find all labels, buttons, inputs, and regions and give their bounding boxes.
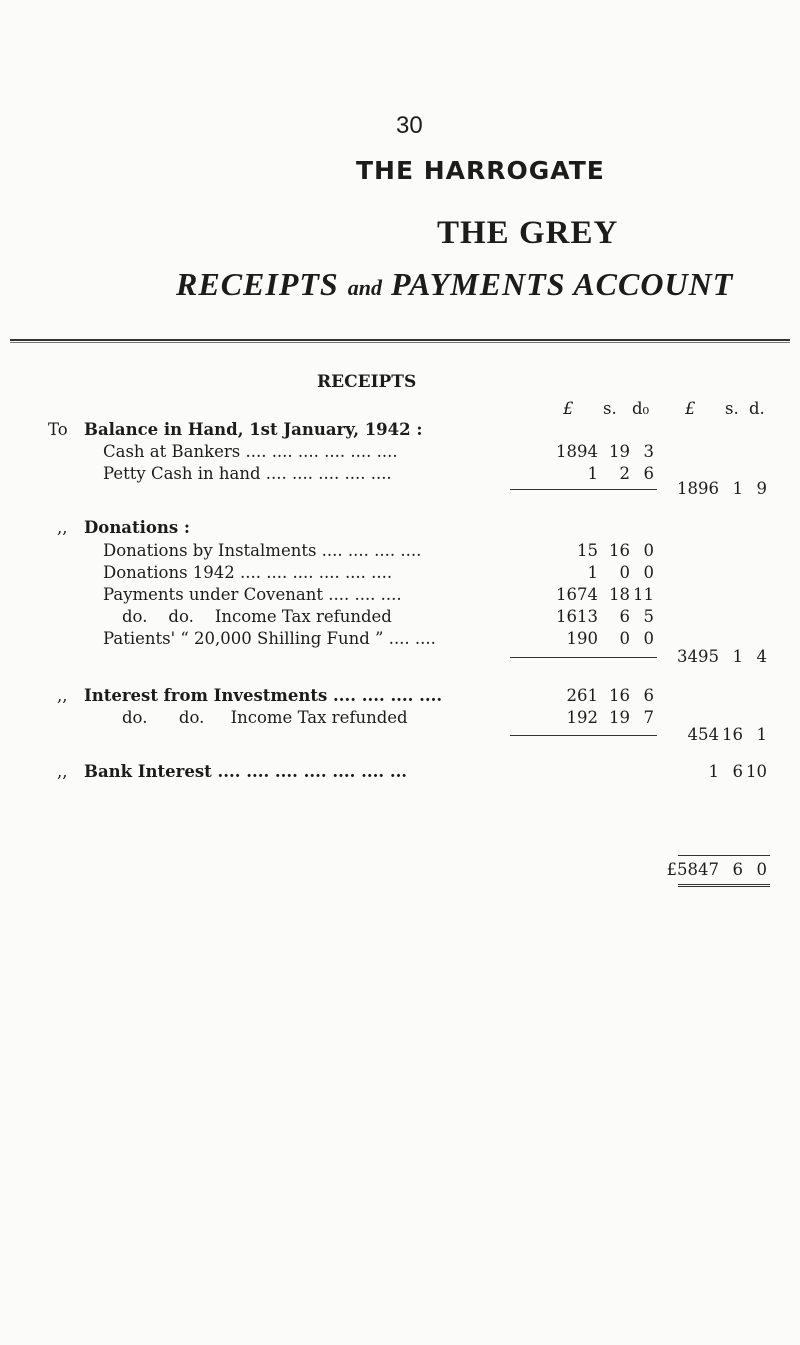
donation-item-label: Patients' “ 20,000 Shilling Fund ” .... ....: [103, 629, 436, 648]
interest-total-pounds: 454: [687, 725, 719, 744]
grand-total-double-line: [678, 884, 770, 887]
balance-item-petty-label: Petty Cash in hand .... .... .... .... ....: [103, 464, 392, 483]
balance-item-cash-pence: 3: [643, 442, 654, 461]
interest-item-pounds: 192: [566, 708, 598, 727]
heading-receipts-payments: [176, 266, 733, 303]
grand-total-shillings: 6: [732, 860, 743, 879]
interest-total-shillings: 16: [722, 725, 743, 744]
header-shillings-1: s.: [603, 399, 617, 418]
donation-item-pence: 11: [633, 585, 654, 604]
donation-item-shillings: 16: [609, 541, 630, 560]
grand-total-top-line: [678, 855, 770, 856]
bank-interest-heading: Bank Interest .... .... .... .... .... .... ...: [84, 762, 408, 781]
header-shillings-2: s.: [725, 399, 739, 418]
donation-item-label: do. do. Income Tax refunded: [122, 607, 392, 626]
balance-item-cash-shillings: 19: [609, 442, 630, 461]
donations-total-pounds: 3495: [677, 647, 719, 666]
interest-item-pounds: 261: [566, 686, 598, 705]
donation-item-pence: 5: [643, 607, 654, 626]
donation-item-shillings: 18: [609, 585, 630, 604]
donations-total-shillings: 1: [732, 647, 743, 666]
donation-item-pence: 0: [643, 541, 654, 560]
donation-item-label: Payments under Covenant .... .... ....: [103, 585, 402, 604]
donation-item-pounds: 1: [587, 563, 598, 582]
page-number: 30: [396, 112, 423, 139]
header-pounds-1: £: [563, 399, 574, 418]
header-pounds-2: £: [685, 399, 696, 418]
donation-item-label: Donations by Instalments .... .... .... ....: [103, 541, 422, 560]
balance-item-petty-pence: 6: [643, 464, 654, 483]
section-title: RECEIPTS: [317, 372, 417, 392]
donation-item-pounds: 15: [577, 541, 598, 560]
interest-heading: Interest from Investments .... .... .... ....: [84, 686, 443, 705]
bank-interest-pounds: 1: [708, 762, 719, 781]
donation-item-pounds: 1674: [556, 585, 598, 604]
balance-heading: Balance in Hand, 1st January, 1942 :: [84, 420, 423, 439]
donations-prefix: ,,: [57, 518, 68, 537]
top-rule: [10, 339, 790, 341]
interest-item-label: do. do. Income Tax refunded: [122, 708, 408, 727]
balance-subtotal-line: [510, 489, 657, 490]
heading-grey: THE GREY: [437, 215, 619, 251]
bank-interest-prefix: ,,: [57, 762, 68, 781]
donation-item-shillings: 0: [619, 629, 630, 648]
balance-item-cash-pounds: 1894: [556, 442, 598, 461]
balance-total-pounds: 1896: [677, 479, 719, 498]
header-pence-2: d.: [749, 399, 765, 418]
balance-item-cash-label: Cash at Bankers .... .... .... .... .... ....: [103, 442, 398, 461]
balance-total-shillings: 1: [732, 479, 743, 498]
bank-interest-shillings: 6: [732, 762, 743, 781]
grand-total-pounds: £5847: [666, 860, 719, 879]
interest-total-pence: 1: [756, 725, 767, 744]
grand-total-pence: 0: [756, 860, 767, 879]
balance-prefix: To: [48, 420, 68, 439]
interest-prefix: ,,: [57, 686, 68, 705]
heading-receipts-word: RECEIPTS: [176, 266, 339, 302]
balance-item-petty-shillings: 2: [619, 464, 630, 483]
donation-item-shillings: 0: [619, 563, 630, 582]
top-rule-thin: [10, 342, 790, 343]
donation-item-pounds: 1613: [556, 607, 598, 626]
interest-item-shillings: 16: [609, 686, 630, 705]
heading-harrogate: THE HARROGATE: [356, 156, 605, 185]
bank-interest-pence: 10: [746, 762, 767, 781]
interest-item-shillings: 19: [609, 708, 630, 727]
interest-subtotal-line: [510, 735, 657, 736]
donations-heading: Donations :: [84, 518, 191, 537]
header-pence-1: d₀: [632, 399, 650, 418]
balance-item-petty-pounds: 1: [587, 464, 598, 483]
donation-item-shillings: 6: [619, 607, 630, 626]
heading-payments-word: PAYMENTS ACCOUNT: [390, 266, 734, 302]
donation-item-label: Donations 1942 .... .... .... .... .... ....: [103, 563, 393, 582]
interest-item-pence: 7: [643, 708, 654, 727]
donations-total-pence: 4: [756, 647, 767, 666]
donation-item-pounds: 190: [566, 629, 598, 648]
heading-and-word: and: [347, 275, 382, 300]
balance-total-pence: 9: [756, 479, 767, 498]
donations-subtotal-line: [510, 657, 657, 658]
interest-item-pence: 6: [643, 686, 654, 705]
donation-item-pence: 0: [643, 563, 654, 582]
donation-item-pence: 0: [643, 629, 654, 648]
